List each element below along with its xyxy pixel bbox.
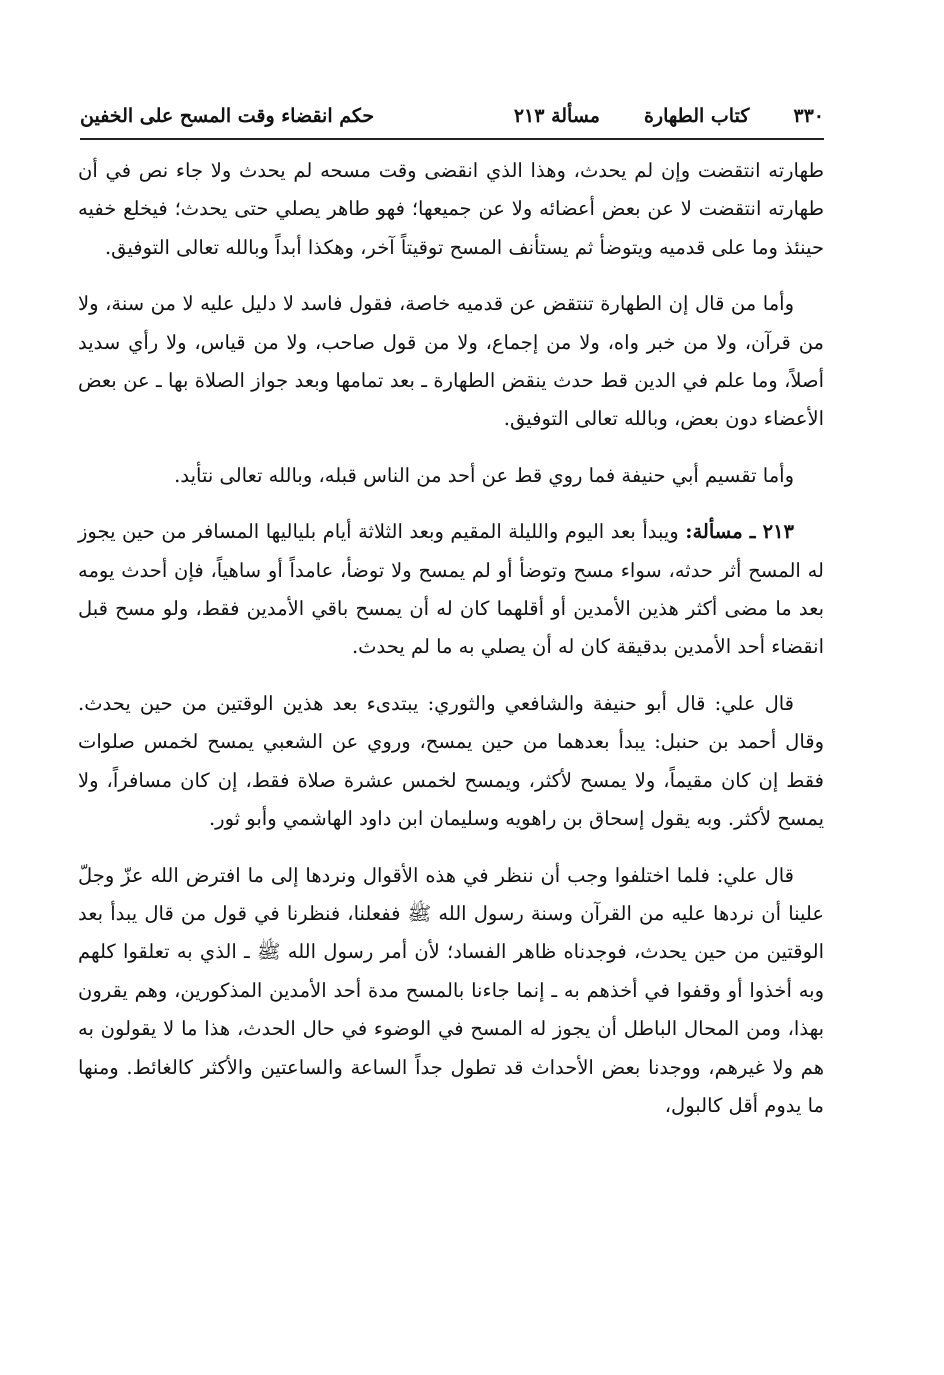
paragraph: قال علي: فلما اختلفوا وجب أن ننظر في هذه الأقوال ونردها إلى ما افترض الله عزّ وجلّ علينا أن نردها عليه من القرآن وسنة رسول الله ﷺ ففعلنا، فنظرنا في قول من قال يبدأ بعد الوقتين من حين يحدث، فوجدناه ظاهر الفساد؛ لأن أمر رسول الله ﷺ ـ الذي به تعلقوا كلهم وبه أخذوا أو وقفوا في أخذهم به ـ إنما جاءنا بالمسح مدة أحد الأمدين المذكورين، وهم يقرون بهذا، ومن المحال الباطل أن يجوز له المسح في الوضوء في حال الحدث، هذا ما لا يقولون به هم ولا غيرهم، ووجدنا بعض الأحداث قد تطول جداً الساعة والساعتين والأكثر كالغائط. ومنها ما يدوم أقل كالبول، <box>78 863 824 1117</box>
header-divider <box>80 138 824 140</box>
header-right-group <box>514 105 824 127</box>
page-header <box>80 96 824 136</box>
chapter-title: حكم انقضاء وقت المسح على الخفين <box>80 105 375 127</box>
paragraph: وأما تقسيم أبي حنيفة فما روي قط عن أحد من الناس قبله، وبالله تعالى نتأيد. <box>174 463 794 487</box>
body-text <box>78 152 824 1125</box>
paragraph: طهارته انتقضت وإن لم يحدث، وهذا الذي انقضى وقت مسحه لم يحدث ولا جاء نص في أن طهارته انتقضت لا عن بعض أعضائه ولا عن جميعها؛ فهو طاهر يصلي حتى يحدث؛ فيخلع خفيه حينئذ وما على قدميه ويتوضأ ثم يستأنف المسح توقيتاً آخر، وهكذا أبداً وبالله تعالى التوفيق. <box>78 159 824 259</box>
issue-label: مسألة ٢١٣ <box>513 105 600 127</box>
issue-paragraph <box>78 513 824 667</box>
paragraph: وأما من قال إن الطهارة تنتقض عن قدميه خاصة، فقول فاسد لا دليل عليه لا من سنة، ولا من قرآن، ولا من خبر واه، ولا من إجماع، ولا من قول صاحب، ولا من قياس، ولا رأي سديد أصلاً، وما علم في الدين قط حدث ينقض الطهارة ـ بعد تمامها وبعد جواز الصلاة بها ـ عن بعض الأعضاء دون بعض، وبالله تعالى التوفيق. <box>78 292 824 431</box>
book-title: كتاب الطهارة <box>643 105 750 127</box>
issue-heading: ٢١٣ ـ مسألة: <box>685 520 795 544</box>
paragraph: قال علي: قال أبو حنيفة والشافعي والثوري: يبتدىء بعد هذين الوقتين من حين يحدث. وقال أحمد بن حنبل: يبدأ بعدهما من حين يمسح، وروي عن الشعبي يمسح لخمس صلوات فقط إن كان مقيماً، ولا يمسح لأكثر، ويمسح لخمس عشرة صلاة فقط، إن كان مسافراً، ولا يمسح لأكثر. وبه يقول إسحاق بن راهويه وسليمان ابن داود الهاشمي وأبو ثور. <box>78 691 824 831</box>
issue-text: ويبدأ بعد اليوم والليلة المقيم وبعد الثلاثة أيام بلياليها المسافر من حين يجوز له المسح أثر حدثه، سواء مسح وتوضأ أو لم يمسح ولا توضأ، عامداً أو ساهياً، فإن أحدث يومه بعد ما مضى أكثر هذين الأمدين أو أقلهما كان له أن يمسح باقي الأمدين فقط، ولو مسح قبل انقضاء أحد الأمدين بدقيقة كان له أن يصلي به ما لم يحدث. <box>78 520 824 659</box>
page-number: ٣٣٠ <box>793 105 824 127</box>
